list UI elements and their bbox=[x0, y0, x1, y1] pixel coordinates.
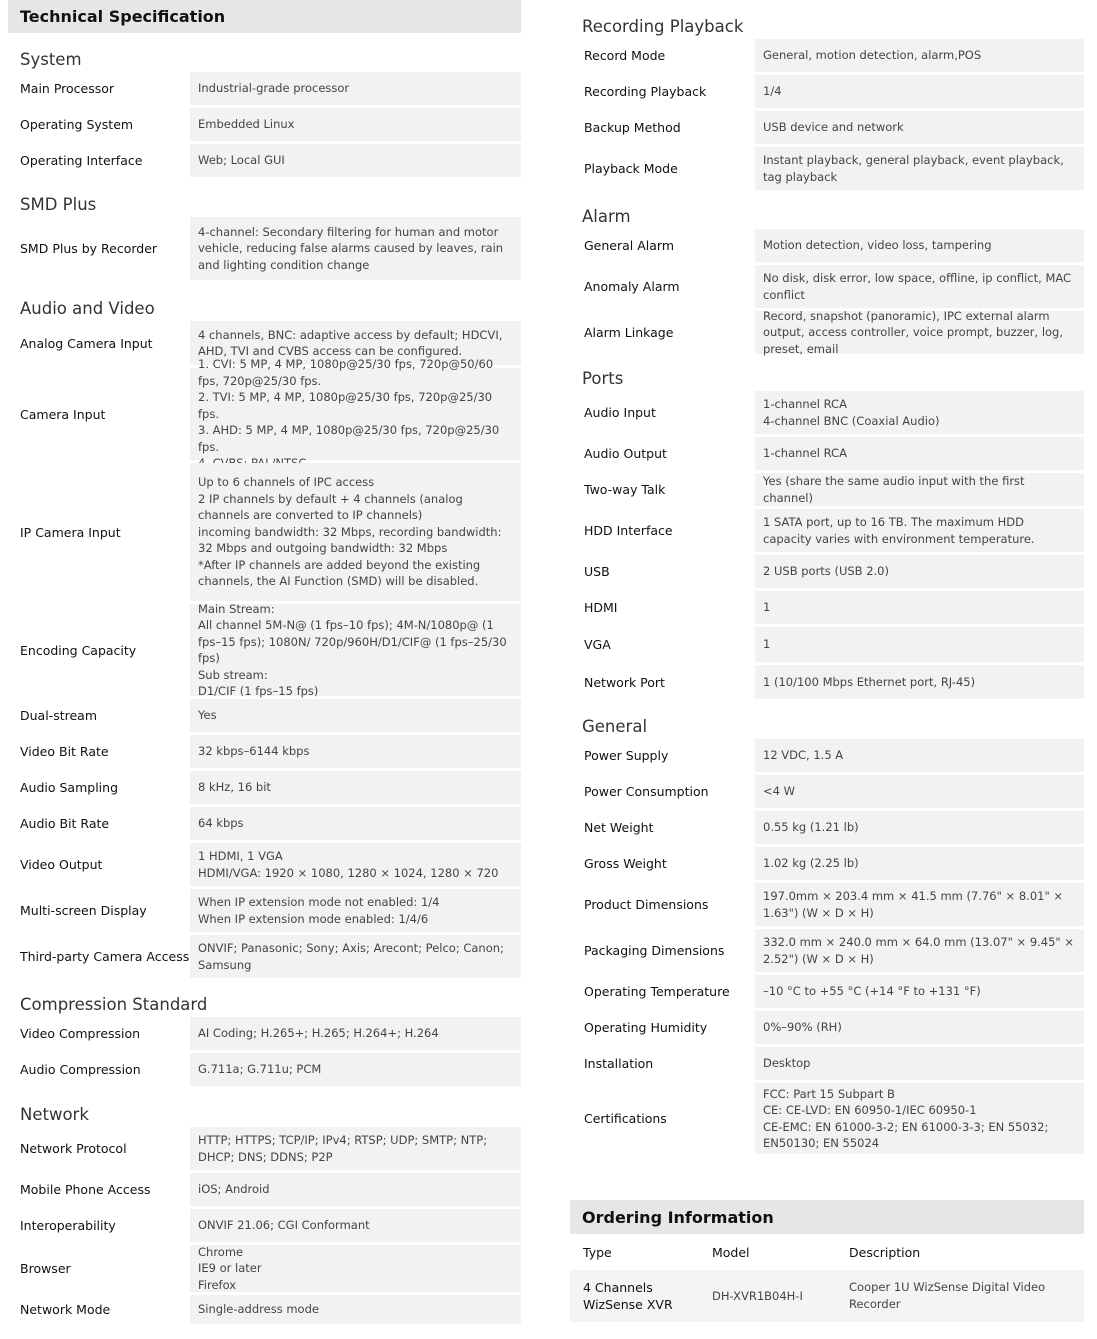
spec-value: 1.02 kg (2.25 lb) bbox=[755, 847, 1084, 880]
section-title: Audio and Video bbox=[20, 299, 155, 318]
spec-row bbox=[570, 111, 1084, 147]
spec-row bbox=[8, 108, 521, 144]
spec-value: FCC: Part 15 Subpart B CE: CE-LVD: EN 60950-1/IEC 60950-1 CE-EMC: EN 61000-3-2; EN 61000-3-3; EN 55032; EN50130; EN 55024 bbox=[755, 1083, 1084, 1154]
spec-value: 4 channels, BNC: adaptive access by default; HDCVI, AHD, TVI and CVBS access can be configured. bbox=[190, 321, 521, 365]
spec-label: Operating Temperature bbox=[584, 984, 730, 999]
spec-value: HTTP; HTTPS; TCP/IP; IPv4; RTSP; UDP; SMTP; NTP; DHCP; DNS; DDNS; P2P bbox=[190, 1127, 521, 1170]
spec-label: Audio Sampling bbox=[20, 780, 119, 795]
spec-row bbox=[8, 843, 521, 889]
spec-row bbox=[570, 147, 1084, 193]
spec-value: 197.0mm × 203.4 mm × 41.5 mm (7.76" × 8.01" × 1.63") (W × D × H) bbox=[755, 883, 1084, 926]
right-column bbox=[570, 0, 1084, 1322]
spec-row bbox=[8, 771, 521, 807]
spec-row bbox=[8, 935, 521, 981]
spec-label: Encoding Capacity bbox=[20, 642, 137, 658]
spec-row bbox=[570, 739, 1084, 775]
spec-label: Gross Weight bbox=[584, 856, 667, 871]
spec-label: Operating Humidity bbox=[584, 1020, 708, 1035]
spec-label: Net Weight bbox=[584, 820, 654, 835]
spec-row bbox=[570, 847, 1084, 883]
spec-label: VGA bbox=[584, 637, 611, 652]
left-column bbox=[8, 0, 521, 1327]
spec-value: 1-channel RCA bbox=[755, 437, 1084, 470]
spec-value: Main Stream: All channel 5M-N@ (1 fps–10 fps); 4M-N/1080p@ (1 fps–15 fps); 1080N/ 720p/960H/D1/CIF@ (1 fps–25/30 fps) Sub stream: D1/CIF (1 fps–15 fps) bbox=[190, 604, 521, 696]
spec-value: 332.0 mm × 240.0 mm × 64.0 mm (13.07" × 9.45" × 2.52") (W × D × H) bbox=[755, 929, 1084, 972]
spec-value: Single-address mode bbox=[190, 1295, 521, 1324]
spec-row bbox=[8, 1295, 521, 1327]
spec-label: Certifications bbox=[584, 1111, 667, 1126]
spec-label: Audio Bit Rate bbox=[20, 816, 110, 831]
spec-row bbox=[8, 735, 521, 771]
spec-row bbox=[8, 1173, 521, 1209]
spec-value: Embedded Linux bbox=[190, 108, 521, 141]
spec-label: Third-party Camera Access bbox=[20, 949, 190, 964]
spec-label: Audio Input bbox=[584, 405, 656, 420]
spec-value: G.711a; G.711u; PCM bbox=[190, 1053, 521, 1086]
technical-specification-title: Technical Specification bbox=[8, 0, 521, 33]
right-spec-table bbox=[570, 0, 1084, 1157]
spec-row bbox=[570, 591, 1084, 627]
spec-value: Up to 6 channels of IPC access 2 IP channels by default + 4 channels (analog channels are converted to IP channels) incoming bandwidth: 32 Mbps, recording bandwidth: 32 Mbps and outgoing bandwidth: 32 Mbps *After IP channels are added beyond the existing channels, the AI Function (SMD) will be disabled. bbox=[190, 463, 521, 601]
spec-value: Web; Local GUI bbox=[190, 144, 521, 177]
spec-value: 1 HDMI, 1 VGA HDMI/VGA: 1920 × 1080, 1280 × 1024, 1280 × 720 bbox=[190, 843, 521, 886]
spec-value: AI Coding; H.265+; H.265; H.264+; H.264 bbox=[190, 1017, 521, 1050]
ordering-description: Cooper 1U WizSense Digital Video Recorder bbox=[849, 1280, 1046, 1311]
spec-row bbox=[8, 72, 521, 108]
spec-label: Operating System bbox=[20, 117, 134, 132]
spec-row bbox=[8, 368, 521, 463]
spec-value: 1 bbox=[755, 627, 1084, 662]
spec-value: USB device and network bbox=[755, 111, 1084, 144]
spec-row bbox=[570, 555, 1084, 591]
spec-value: Yes (share the same audio input with the first channel) bbox=[755, 473, 1084, 506]
spec-label: Mobile Phone Access bbox=[20, 1182, 151, 1197]
ordering-table-header bbox=[570, 1234, 1084, 1270]
type-header: Type bbox=[583, 1244, 612, 1260]
spec-label: Recording Playback bbox=[584, 84, 707, 99]
spec-row bbox=[570, 883, 1084, 929]
left-spec-table bbox=[8, 33, 521, 1327]
spec-label: General Alarm bbox=[584, 238, 675, 253]
spec-row bbox=[570, 39, 1084, 75]
spec-label: Installation bbox=[584, 1056, 654, 1071]
spec-row bbox=[8, 144, 521, 180]
spec-row bbox=[570, 391, 1084, 437]
spec-row bbox=[8, 1053, 521, 1089]
spec-row bbox=[8, 1209, 521, 1245]
spec-value: Chrome IE9 or later Firefox bbox=[190, 1245, 521, 1292]
spec-row bbox=[570, 1047, 1084, 1083]
section-title: General bbox=[582, 717, 648, 736]
spec-value: <4 W bbox=[755, 775, 1084, 808]
spec-value: 4-channel: Secondary filtering for human and motor vehicle, reducing false alarms caused by leaves, rain and lighting condition change bbox=[190, 217, 521, 280]
spec-row bbox=[570, 229, 1084, 265]
spec-label: Network Mode bbox=[20, 1302, 111, 1317]
spec-label: Audio Output bbox=[584, 446, 667, 461]
spec-value: 12 VDC, 1.5 A bbox=[755, 739, 1084, 772]
spec-row bbox=[570, 308, 1084, 357]
section-title: Alarm bbox=[582, 207, 631, 226]
spec-value: When IP extension mode not enabled: 1/4 When IP extension mode enabled: 1/4/6 bbox=[190, 889, 521, 932]
spec-label: Interoperability bbox=[20, 1218, 116, 1233]
spec-value: 1 bbox=[755, 591, 1084, 624]
spec-row bbox=[8, 889, 521, 935]
spec-label: Two-way Talk bbox=[584, 482, 666, 497]
ordering-type: 4 Channels WizSense XVR bbox=[583, 1280, 673, 1312]
section-title: Network bbox=[20, 1105, 89, 1124]
spec-label: Packaging Dimensions bbox=[584, 943, 725, 958]
spec-label: Dual-stream bbox=[20, 708, 97, 723]
spec-row bbox=[8, 463, 521, 604]
spec-row bbox=[570, 975, 1084, 1011]
spec-label: Multi-screen Display bbox=[20, 903, 147, 918]
spec-label: SMD Plus by Recorder bbox=[20, 241, 158, 256]
ordering-model: DH-XVR1B04H-I bbox=[712, 1288, 803, 1303]
spec-row bbox=[8, 217, 521, 283]
spec-row bbox=[570, 627, 1084, 665]
spec-label: Playback Mode bbox=[584, 161, 678, 176]
spec-label: Analog Camera Input bbox=[20, 335, 153, 351]
spec-value: –10 °C to +55 °C (+14 °F to +131 °F) bbox=[755, 975, 1084, 1008]
spec-label: Browser bbox=[20, 1261, 71, 1276]
spec-label: Camera Input bbox=[20, 406, 106, 422]
spec-row bbox=[8, 601, 521, 699]
spec-row bbox=[570, 1083, 1084, 1157]
spec-label: Product Dimensions bbox=[584, 897, 709, 912]
spec-row bbox=[8, 699, 521, 735]
spec-value: Motion detection, video loss, tampering bbox=[755, 229, 1084, 262]
spec-label: Anomaly Alarm bbox=[584, 279, 680, 294]
spec-value: No disk, disk error, low space, offline, ip conflict, MAC conflict bbox=[755, 265, 1084, 308]
spec-label: Power Supply bbox=[584, 748, 669, 763]
spec-row bbox=[570, 665, 1084, 702]
spec-label: Record Mode bbox=[584, 48, 666, 63]
spec-row bbox=[570, 473, 1084, 509]
spec-value: Industrial-grade processor bbox=[190, 72, 521, 105]
section-title: Compression Standard bbox=[20, 995, 208, 1014]
spec-row bbox=[8, 1245, 521, 1295]
spec-value: 2 USB ports (USB 2.0) bbox=[755, 555, 1084, 588]
spec-row bbox=[570, 1011, 1084, 1047]
spec-label: Power Consumption bbox=[584, 784, 709, 799]
spec-label: Alarm Linkage bbox=[584, 325, 674, 340]
spec-value: ONVIF; Panasonic; Sony; Axis; Arecont; Pelco; Canon; Samsung bbox=[190, 935, 521, 978]
spec-value: Yes bbox=[190, 699, 521, 732]
spec-value: 1 SATA port, up to 16 TB. The maximum HDD capacity varies with environment temperature. bbox=[755, 509, 1084, 552]
model-header: Model bbox=[712, 1244, 750, 1260]
spec-label: Video Bit Rate bbox=[20, 744, 109, 759]
spec-row bbox=[570, 265, 1084, 311]
spec-row bbox=[8, 1017, 521, 1053]
spec-value: General, motion detection, alarm,POS bbox=[755, 39, 1084, 72]
spec-row bbox=[570, 75, 1084, 111]
spec-label: USB bbox=[584, 564, 610, 579]
spec-label: Network Protocol bbox=[20, 1141, 127, 1156]
ordering-row bbox=[570, 1270, 1084, 1322]
description-header: Description bbox=[849, 1244, 921, 1260]
spec-label: Video Output bbox=[20, 857, 103, 872]
spec-label: Audio Compression bbox=[20, 1062, 141, 1077]
spec-label: HDD Interface bbox=[584, 523, 673, 538]
spec-value: Record, snapshot (panoramic), IPC external alarm output, access controller, voice prompt, buzzer, log, preset, email bbox=[755, 311, 1084, 354]
spec-row bbox=[570, 437, 1084, 473]
spec-value: 32 kbps–6144 kbps bbox=[190, 735, 521, 768]
spec-label: IP Camera Input bbox=[20, 524, 121, 540]
spec-label: Main Processor bbox=[20, 81, 115, 96]
spec-row bbox=[570, 509, 1084, 555]
spec-value: 0%–90% (RH) bbox=[755, 1011, 1084, 1044]
spec-value: Instant playback, general playback, event playback, tag playback bbox=[755, 147, 1084, 190]
spec-row bbox=[570, 929, 1084, 975]
spec-row bbox=[8, 1127, 521, 1173]
ordering-information-title: Ordering Information bbox=[570, 1200, 1084, 1234]
spec-value: 8 kHz, 16 bit bbox=[190, 771, 521, 804]
spec-value: 64 kbps bbox=[190, 807, 521, 840]
section-title: Ports bbox=[582, 369, 624, 388]
spec-label: Video Compression bbox=[20, 1026, 141, 1041]
spec-label: Operating Interface bbox=[20, 153, 143, 168]
spec-value: iOS; Android bbox=[190, 1173, 521, 1206]
spec-value: ONVIF 21.06; CGI Conformant bbox=[190, 1209, 521, 1242]
spec-row bbox=[570, 775, 1084, 811]
spec-value: fps, 720p@25/30 fps. 2. TVI: 5 MP, 4 MP, 1080p@25/30 fps, 720p@25/30 fps. 3. AHD: 5 MP, 4 MP, 1080p@25/30 fps, 720p@25/30 fps. bbox=[190, 368, 521, 460]
spec-label: HDMI bbox=[584, 600, 618, 615]
section-title: SMD Plus bbox=[20, 195, 97, 214]
spec-value: Desktop bbox=[755, 1047, 1084, 1080]
spec-value: 1 (10/100 Mbps Ethernet port, RJ-45) bbox=[755, 665, 1084, 699]
spec-row bbox=[570, 811, 1084, 847]
spec-label: Network Port bbox=[584, 674, 665, 690]
spec-value: 0.55 kg (1.21 lb) bbox=[755, 811, 1084, 844]
spec-row bbox=[8, 807, 521, 843]
spec-value: 1/4 bbox=[755, 75, 1084, 108]
section-title: System bbox=[20, 50, 82, 69]
spec-value: 1-channel RCA 4-channel BNC (Coaxial Audio) bbox=[755, 391, 1084, 434]
spec-label: Backup Method bbox=[584, 120, 681, 135]
section-title: Recording Playback bbox=[582, 17, 744, 36]
